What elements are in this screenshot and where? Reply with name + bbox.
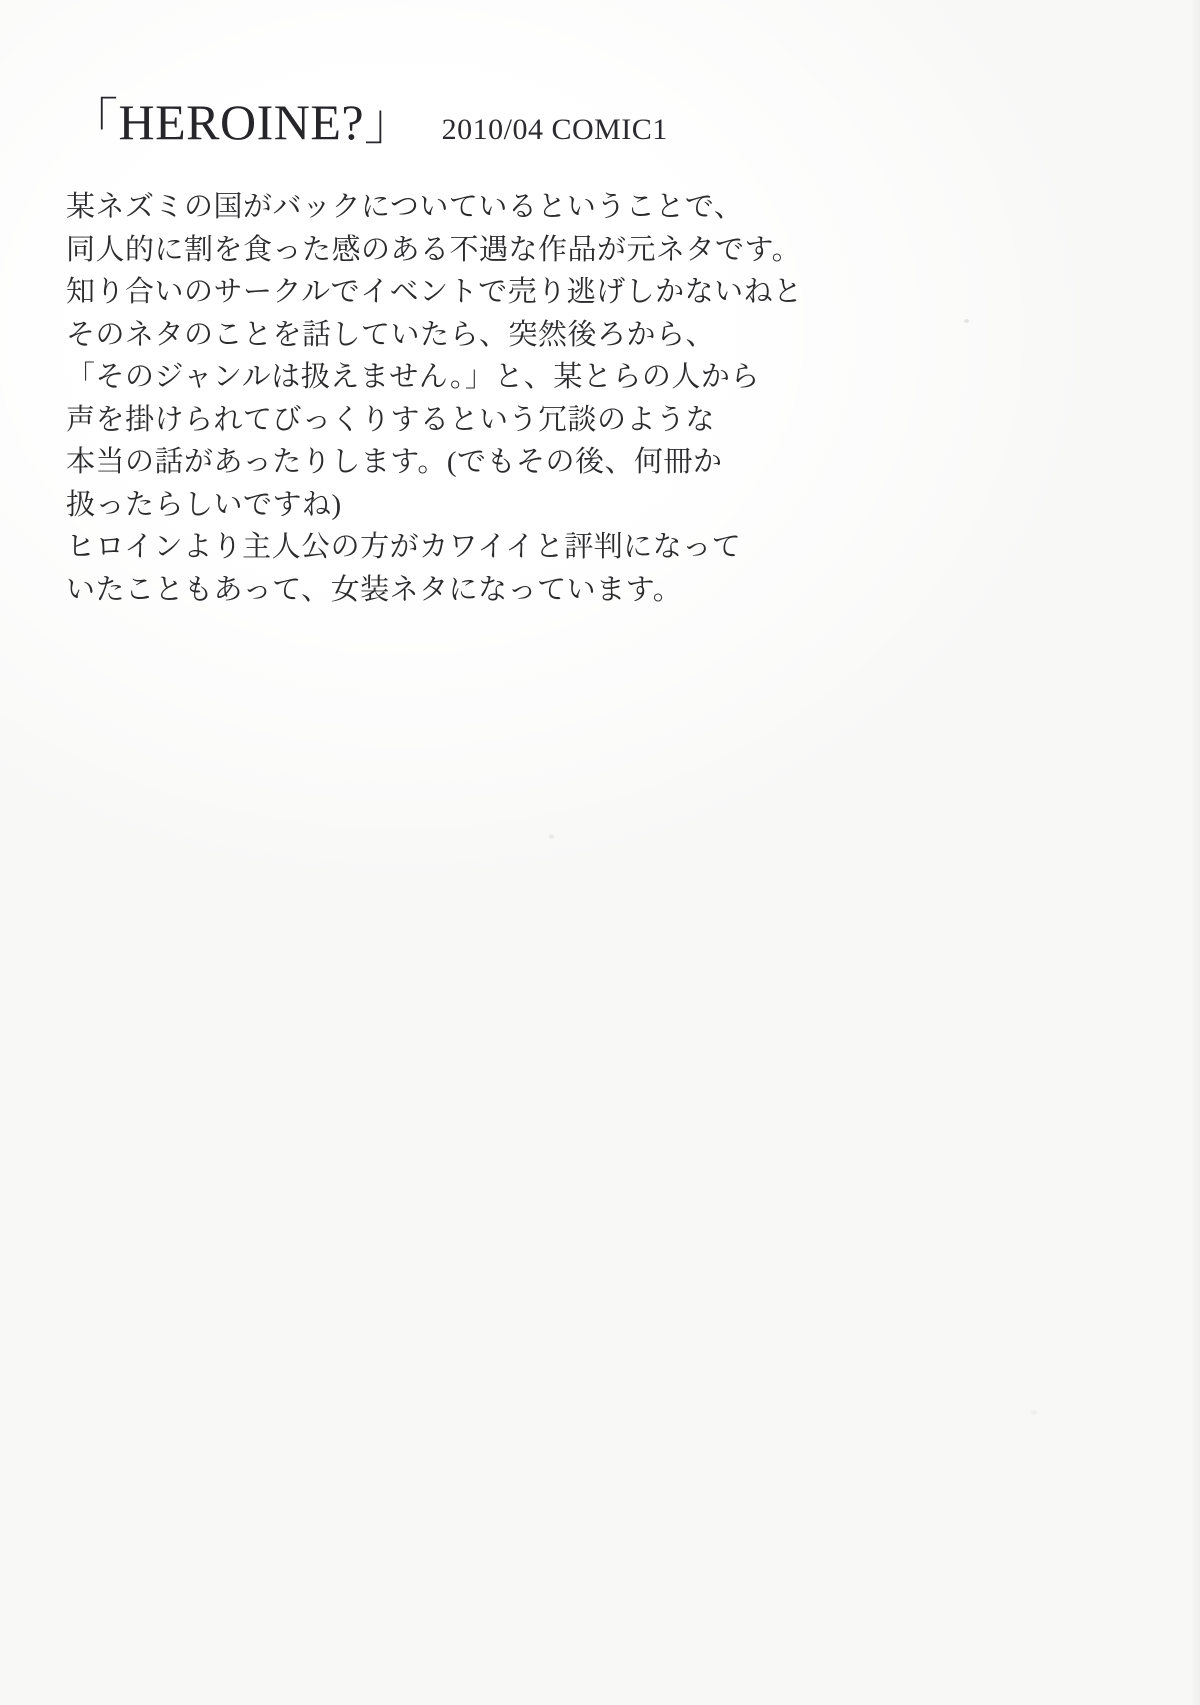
body-line: 「そのジャンルは扱えません。」と、某とらの人から (66, 361, 760, 393)
body-line: そのネタのことを話していたら、突然後ろから、 (66, 318, 716, 351)
body-line: 扱ったらしいですね) (66, 488, 342, 521)
body-line: ヒロインより主人公の方がカワイイと評判になって (66, 531, 742, 563)
scan-dust-speck (964, 319, 969, 323)
body-line: 本当の話があったりします。(でもその後、何冊か (66, 446, 723, 478)
body-line: いたこともあって、女装ネタになっています。 (66, 573, 683, 606)
body-line: 声を掛けられてびっくりするという冗談のような (66, 403, 716, 436)
body-line: 同人的に割を食った感のある不遇な作品が元ネタです。 (66, 233, 802, 266)
afterword-paragraph (66, 186, 826, 611)
page-title: 「HEROINE?」 (68, 94, 415, 150)
scan-dust-speck (1031, 1410, 1037, 1415)
title-row (68, 94, 668, 150)
body-line: 某ネズミの国がバックについているということで、 (66, 191, 744, 223)
scan-dust-speck (549, 834, 554, 839)
page-subtitle-date-event: 2010/04 COMIC1 (441, 113, 668, 146)
body-line: 知り合いのサークルでイベントで売り逃げしかないねと (66, 276, 803, 308)
